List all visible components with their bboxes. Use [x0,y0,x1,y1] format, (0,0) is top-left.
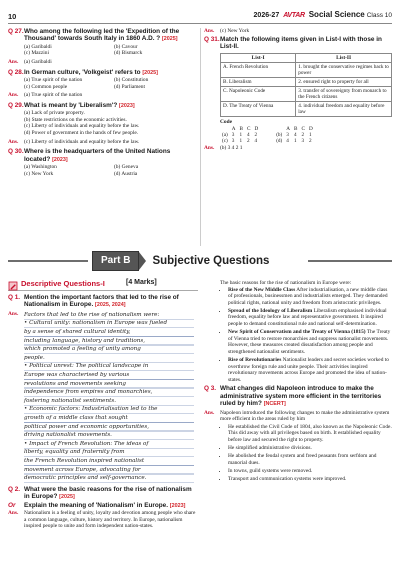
option: (a) Lack of private property. [24,110,85,117]
list1-header: List-I [221,54,296,63]
handwritten-line: • Impact of French Revolution: The ideas of [24,440,149,447]
reasons-intro: The basic reasons for the rise of nationalism in Europe were: [220,280,352,286]
option: (c) New York [24,170,54,177]
q2-year: [2025] [59,494,75,501]
handwritten-line: movement across Europe, advocating for [24,466,141,473]
q3-year: [NCERT] [263,401,286,408]
handwritten-line: liberty, equality and fraternity from [24,449,125,456]
q30-year: [2023] [52,156,68,163]
code-col: B [239,126,243,132]
q28-number: Q 28. [8,68,24,76]
answer-text: Nationalism is a feeling of unity, loyalty and devotion among people who share a common language, culture, history and territory. In Europe, nationalism inspired people to unite and form independent nation-states. [24,509,196,530]
list2-cell: 4. individual freedom and equality before law [296,102,392,117]
option: (b) Cavour [114,43,138,50]
answer-label: Ans. [8,509,19,516]
part-banner [8,250,392,272]
handwritten-line: people. [24,354,45,361]
list1-cell: B. Liberalism [221,78,296,87]
or-label: Or [8,501,16,509]
answer-text: (c) Liberty of individuals and equality before the law. [24,138,140,145]
code-col: D [308,126,313,132]
list-item: • He simplified administrative divisions. [228,445,392,452]
handwritten-answer [24,311,194,483]
banner-rule-left [8,260,88,262]
changes-list [220,424,392,483]
option: (d) Power of government in the hands of few people. [24,129,139,136]
handwritten-line: Factors that led to the rise of nationalism were: [24,311,160,318]
handwritten-line: • Political unrest: The political landscape in [24,363,149,370]
q1-text: Mention the important factors that led to the rise of Nationalism in Europe. [24,294,179,309]
handwritten-line: independence from empires and monarchies, [24,389,153,396]
handwritten-line: Europe was characterised by various [24,371,130,378]
question-2 [8,486,198,502]
subject-title: Social Science [308,10,365,19]
question-29 [8,102,198,145]
code-value: 1 [239,138,243,144]
question-2-or [8,502,198,510]
part-arrow-icon [139,252,146,270]
option: (d) Parliament [114,83,145,90]
q29-options [24,110,198,136]
column-divider [200,28,201,246]
reasons-list [220,287,392,384]
option: (a) True spirit of the nation [24,77,83,83]
code-col: B [294,126,298,132]
code-value: 1 [308,132,312,138]
q31-number: Q 31. [204,35,220,43]
q28-answer [8,92,198,99]
list2-header: List-II [296,54,392,63]
page-number: 10 [8,12,17,21]
question-1 [8,294,198,310]
section-title: Descriptive Questions-I [21,279,105,288]
code-option: (b) [276,132,283,138]
code-grid [220,126,392,144]
q27-year: [2025] [162,36,178,43]
handwritten-line: driving nationalist movements. [24,432,112,439]
answer-label: Ans. [8,310,19,317]
handwritten-line: • Economic factors: Industrialisation led to the [24,406,158,413]
code-option: (c) [222,138,228,144]
list-item: • Transport and communication systems were improved. [228,476,392,483]
part-label-text: Part B [101,255,131,266]
question-27 [8,28,198,66]
code-row [274,138,315,144]
header-title [254,10,392,19]
question-28 [8,69,198,99]
list-item [228,308,392,328]
code-value: 3 [231,138,235,144]
q29-year: [2023] [119,102,135,109]
header-rule [8,23,392,24]
list2-cell: 3. transfer of sovereignty from monarch to the French citizens [296,87,392,102]
answer-text: (b) 3 4 2 1 [220,145,243,151]
code-value: 1 [294,138,297,144]
brand-logo: AVTAR [283,12,305,19]
bullet-heading: Rise of Revolutionaries [228,357,282,364]
code-option: (a) [222,132,228,138]
q31-text: Match the following items given in List-I with those in List-II. [220,35,382,50]
class-label: Class 10 [366,12,392,19]
list1-cell: D. The Treaty of Vienna [221,102,296,117]
code-col: D [254,126,259,132]
part-label [92,251,139,271]
list-item: • He abolished the feudal system and freed peasants from serfdom and manorial dues. [228,453,392,466]
code-value: 3 [301,138,305,144]
series-year: 2026-27 [253,12,280,19]
handwritten-line: which promoted a feeling of unity among [24,346,141,353]
q2-text: What were the basic reasons for the rise of nationalism in Europe? [24,485,192,501]
q28-options [24,77,198,90]
code-col: C [301,126,305,132]
q30-options [24,164,198,177]
code-value: 2 [246,138,250,144]
code-value: 4 [294,132,297,138]
list1-cell: C. Napoleonic Code [221,87,296,102]
answer-label: Ans. [204,28,215,34]
q27-text: Who among the following led the 'Expedition of the Thousand' towards South Italy in 1860 A.D. ? [24,28,180,43]
q30-answer [204,28,392,35]
option: (a) Washington [24,163,57,170]
handwritten-line: political power and economic opportunities, [24,423,149,430]
section-header [8,278,198,291]
code-value: 2 [301,132,305,138]
answer-text: (c) New York [220,28,250,34]
option: (c) Mazzini [24,50,49,57]
code-value: 3 [286,132,289,138]
bullet-heading: Spread of the Ideology of Liberalism [228,307,313,314]
handwritten-line: including language, history and traditions, [24,337,146,344]
bullet-text: The Treaty of Vienna tried to restore monarchies and suppress nationalist movements. However, these measures created dissatisfaction among people and strengthened nationalist sentiments. [228,329,391,355]
q27-options [24,44,198,57]
q28-text: In German culture, 'Volkgeist' refers to [24,68,141,76]
option: (c) Common people [24,83,68,90]
handwritten-line: democratic principles and self-governance. [24,475,147,482]
list-item [228,329,392,355]
bullet-heading: Rise of the New Middle Class [228,286,296,293]
answer-label: Ans. [204,145,215,151]
question-3 [204,385,392,408]
list-item [228,357,392,383]
right-column-bottom [204,280,392,484]
q28-year: [2025] [142,69,158,76]
code-value: 1 [239,132,243,138]
q31-answer [204,145,392,152]
answer-text: (a) True spirit of the nation [24,92,83,99]
handwritten-line: fostering nationalist sentiments. [24,397,116,404]
option: (c) Liberty of individuals and equality before the law. [24,123,140,130]
answer-text: Napoleon introduced the following changes to make the administrative system more efficient in the areas ruled by him [220,409,390,423]
q3-number: Q 3. [204,385,217,393]
banner-box [92,252,304,270]
section-heading: Subjective Questions [152,255,270,267]
option: (b) State restrictions on the economic activities. [24,116,127,123]
table-row [221,78,392,87]
q1-year: [2025, 2024] [95,302,126,309]
code-value: 2 [254,132,258,138]
code-label: Code [220,119,232,126]
q30-number: Q 30. [8,148,24,156]
answer-label: Ans. [8,59,19,65]
option: (b) Constitution [114,77,149,83]
option: (b) Geneva [114,163,139,170]
or-text: Explain the meaning of 'Nationalism' in Europe. [24,501,169,509]
section-marks: [4 Marks] [126,279,157,286]
q3-text: What changes did Napoleon introduce to make the administrative system more efficient in the territories ruled by him? [220,385,382,408]
bullet-heading: New Spirit of Conservatism and the Treaty of Vienna (1815) [228,329,366,336]
q2-answer [8,510,198,530]
code-value: 4 [254,138,258,144]
code-col: A [231,126,236,132]
list2-cell: 1. brought the conservative regimes back to power [296,63,392,78]
code-value: 4 [246,132,250,138]
answer-text: (a) Garibaldi [24,59,52,65]
question-30 [8,148,198,177]
q29-number: Q 29. [8,101,24,109]
code-table-right [274,126,315,144]
match-table [220,53,392,117]
option: (d) Bismarck [114,50,143,57]
left-column-bottom [8,294,198,530]
code-value: 3 [231,132,235,138]
list2-cell: 2. ensured right to property for all [296,78,392,87]
q29-answer [8,139,198,146]
q30-text: Where is the headquarters of the United Nations located? [24,148,171,163]
list-item: • In towns, guild systems were removed. [228,468,392,475]
q1-answer [8,311,198,483]
table-row [221,87,392,102]
list-item [228,287,392,307]
list1-cell: A. French Revolution [221,63,296,78]
bullet-text: After industrialisation, a new middle class of professionals, businessmen and industrialists emerged. They demanded political rights, national unity and freedom from aristocratic privileges. [228,286,388,306]
q1-number: Q 1. [8,294,21,301]
banner-rule-right [308,260,392,262]
bullet-text: Nationalist leaders and secret societies worked to overthrow foreign rule and unite people. Their activities inspired revolutionary movements across Europe and promoted the idea of nation-states. [228,357,389,383]
q2-number: Q 2. [8,485,21,493]
answer-label: Ans. [204,409,215,416]
list-item: • He established the Civil Code of 1804, also known as the Napoleonic Code. This did away with all privileges based on birth. It established equality before law and secured the right to property. [228,424,392,444]
left-column-top [8,28,198,177]
table-row [221,102,392,117]
answer-label: Ans. [8,92,19,99]
page-header [8,7,392,21]
handwritten-line: the French Revolution inspired nationalist [24,457,145,464]
q27-number: Q 27. [8,28,24,35]
match-table-header [221,54,392,63]
handwritten-line: growth of a middle class that sought [24,414,128,421]
handwritten-line: by a sense of shared cultural identity, [24,329,131,335]
q3-answer [204,410,392,423]
option: (d) Austria [114,170,138,177]
code-row [220,138,260,144]
handwritten-line: • Cultural unity: nationalism in Europe was fueled [24,320,168,327]
q27-answer [8,59,198,66]
code-option: (d) [276,138,283,144]
question-31 [204,36,392,51]
answer-label: Ans. [8,138,19,145]
bullet-text: Liberalism emphasised individual freedom, equality before law and representative government. It inspired people to demand constitutional rule and national self-determination. [228,307,387,328]
code-table-left [220,126,260,144]
table-row [221,63,392,78]
code-col: A [286,126,291,132]
option: (a) Garibaldi [24,43,52,50]
code-value: 4 [286,138,289,144]
handwritten-line: revolutions and movements seeking [24,380,126,387]
or-year: [2023] [169,502,186,509]
code-value: 2 [308,138,312,144]
code-col: C [246,126,251,132]
right-column-top [204,28,392,152]
q29-text: What is meant by 'Liberalism'? [24,101,118,109]
